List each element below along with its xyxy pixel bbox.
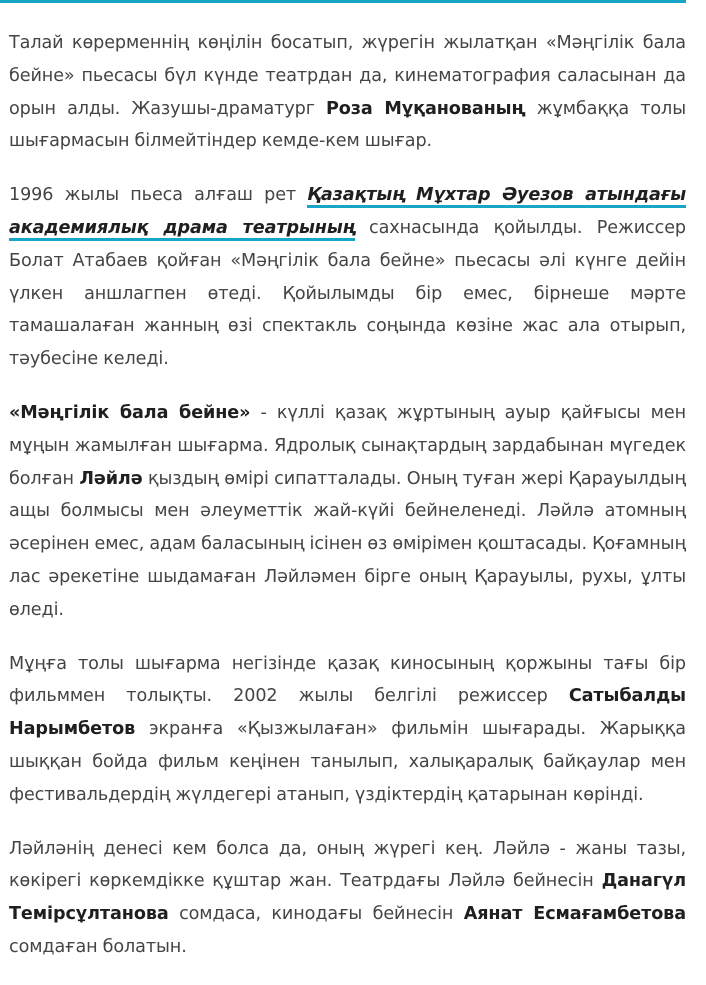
paragraph-4-text-b: экранға «Қызжылаған» фильмін шығарады. Жарыққа шыққан бойда фильм кеңінен танылып, халықаралық байқаулар мен фестивальдердің жүлдегері атанып, үздіктердің қатарынан көрінді.: [9, 719, 686, 805]
paragraph-1: [9, 27, 686, 158]
paragraph-2: [9, 179, 686, 376]
paragraph-5-text-a: Ләйләнің денесі кем болса да, оның жүрегі кең. Ләйлә - жаны тазы, көкірегі көркемдікке құштар жан. Театрдағы Ләйлә бейнесін: [9, 838, 686, 892]
film-actress-name: Аянат Есмағамбетова: [463, 904, 686, 925]
director-name: Сатыбалды Нарымбетов: [9, 686, 686, 740]
top-accent-rule: [0, 0, 686, 3]
character-name: Ләйлә: [79, 468, 143, 489]
paragraph-2-text-b: сахнасында қойылды. Режиссер Болат Атабаев қойған «Мәңгілік бала бейне» пьесасы әлі күнге дейін үлкен аншлагпен өтеді. Қойылымды бір емес, бірнеше мәрте тамашалаған жанның өзі спектакль соңында көзіне жас ала отырып, тәубесіне келеді.: [9, 217, 686, 370]
paragraph-3-text-a: - күллі қазақ жұртының ауыр қайғысы мен мұңын жамылған шығарма. Ядролық сынақтардың зардабынан мүгедек болған: [9, 402, 686, 489]
paragraph-3: [9, 397, 686, 627]
article-body: [9, 27, 686, 985]
author-name: Роза Мұқанованың: [326, 98, 526, 119]
theatre-link[interactable]: Қазақтың Мұхтар Әуезов атындағы академиялық драма театрының: [9, 185, 686, 241]
paragraph-3-text-b: қыздың өмірі сипатталады. Оның туған жері Қарауылдың ащы болмысы мен әлеуметтік жай-күйі бейнеленеді. Ләйлә атомның әсерінен емес, адам баласының ісінен өз өмірімен қоштасады. Қоғамның лас әрекетіне шыдамаған Ләйләмен бірге оның Қарауылы, рухы, ұлты өледі.: [9, 468, 686, 620]
paragraph-4-text-a: Мұңға толы шығарма негізінде қазақ киносының қоржыны тағы бір фильммен толықты. 2002 жылы белгілі режиссер: [9, 653, 686, 707]
play-title: «Мәңгілік бала бейне»: [9, 402, 251, 423]
paragraph-1-text-b: жұмбаққа толы шығармасын білмейтіндер кемде-кем шығар.: [9, 98, 686, 152]
paragraph-4: [9, 648, 686, 812]
paragraph-1-text-a: Талай көрерменнің көңілін босатып, жүрегін жылатқан «Мәңгілік бала бейне» пьесасы бүл күнде театрдан да, кинематография саласынан да орын алды. Жазушы-драматург: [9, 33, 686, 119]
paragraph-5-text-b: сомдаса, кинодағы бейнесін: [168, 904, 464, 925]
stage-actress-name: Данагүл Темірсұлтанова: [9, 871, 686, 925]
paragraph-5-text-c: сомдаған болатын.: [9, 936, 187, 957]
paragraph-5: [9, 833, 686, 964]
paragraph-2-text-a: 1996 жылы пьеса алғаш рет: [9, 185, 308, 206]
